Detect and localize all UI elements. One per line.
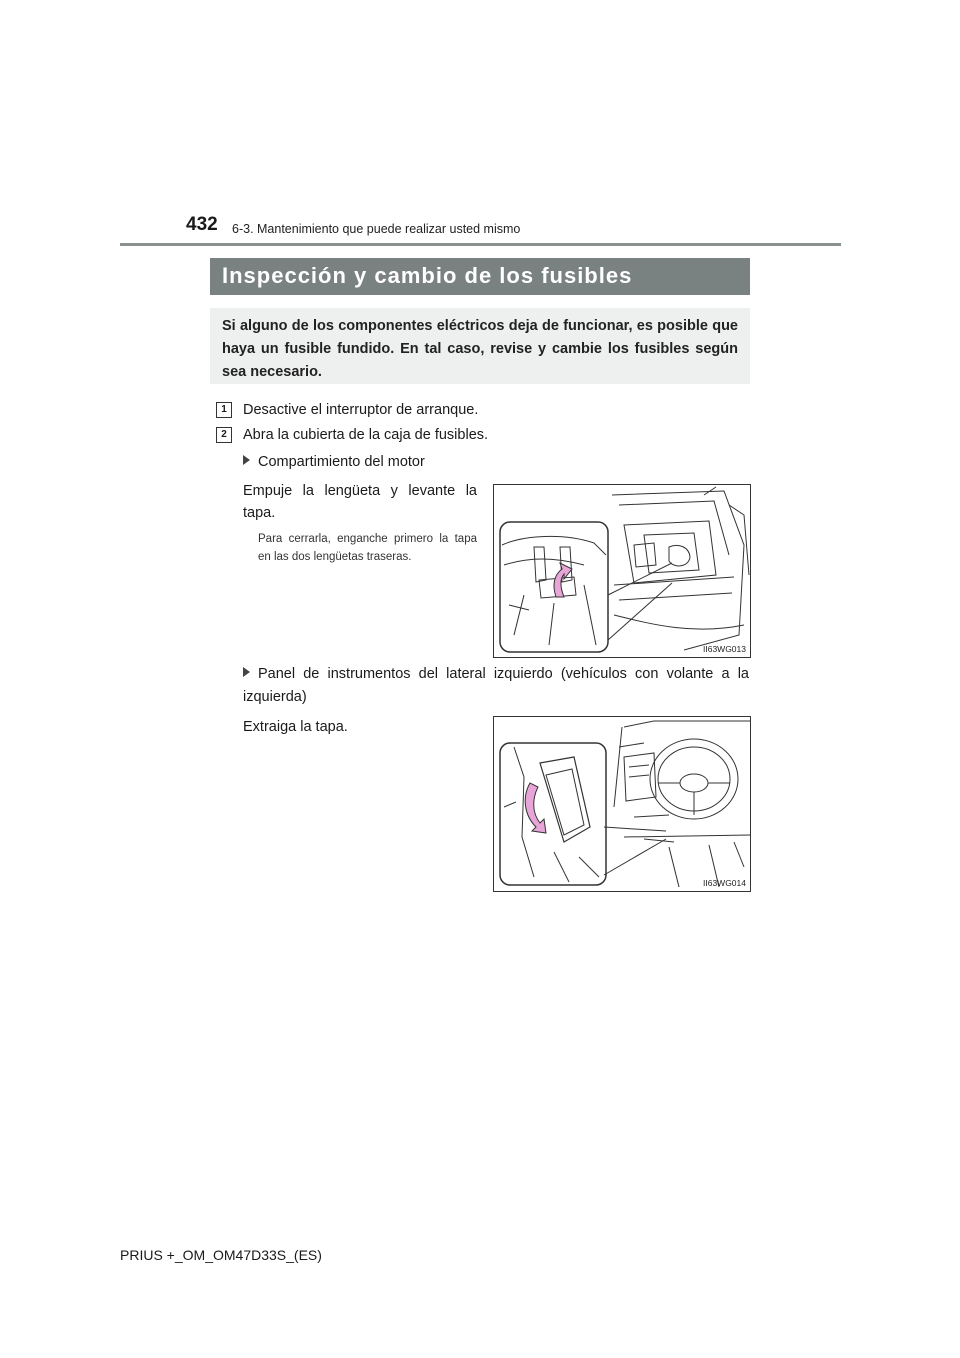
instrument-panel-illustration — [494, 717, 750, 891]
intro-box — [210, 308, 750, 384]
remove-cover-arrow-icon — [525, 783, 546, 833]
bullet-engine-compartment — [243, 451, 425, 474]
bullet-engine-label: Compartimiento del motor — [258, 454, 425, 470]
engine-compartment-figure — [493, 484, 751, 658]
engine-note: Para cerrarla, enganche primero la tapa en las dos lengüetas traseras. — [258, 533, 477, 563]
panel-instruction: Extraiga la tapa. — [243, 719, 348, 735]
figure-code-panel: II63WG014 — [703, 878, 746, 888]
bullet-instrument-panel — [243, 663, 749, 709]
engine-instruction: Empuje la lengüeta y levante la tapa. — [243, 483, 477, 521]
step-number-2: 2 — [216, 427, 232, 443]
triangle-bullet-icon — [243, 455, 250, 465]
step-text-2: Abra la cubierta de la caja de fusibles. — [243, 427, 489, 443]
footer-document-code: PRIUS +_OM_OM47D33S_(ES) — [120, 1247, 322, 1263]
header-divider — [120, 243, 841, 246]
bullet-panel-label: Panel de instrumentos del lateral izquierdo (vehículos con volante a la izquierda) — [243, 666, 749, 705]
push-lift-arrow-icon — [554, 563, 572, 597]
step-number-1: 1 — [216, 402, 232, 418]
page-number: 432 — [186, 214, 218, 235]
title-bar — [210, 258, 750, 295]
triangle-bullet-icon — [243, 667, 250, 677]
page-title: Inspección y cambio de los fusibles — [222, 263, 633, 288]
section-header: 6-3. Mantenimiento que puede realizar usted mismo — [232, 222, 521, 236]
intro-text: Si alguno de los componentes eléctricos deja de funcionar, es posible que haya un fusible fundido. En tal caso, revise y cambie los fusibles según sea necesario. — [222, 318, 738, 380]
instrument-panel-figure — [493, 716, 751, 892]
step-text-1: Desactive el interruptor de arranque. — [243, 402, 479, 418]
engine-compartment-illustration — [494, 485, 750, 657]
figure-code-engine: II63WG013 — [703, 644, 746, 654]
